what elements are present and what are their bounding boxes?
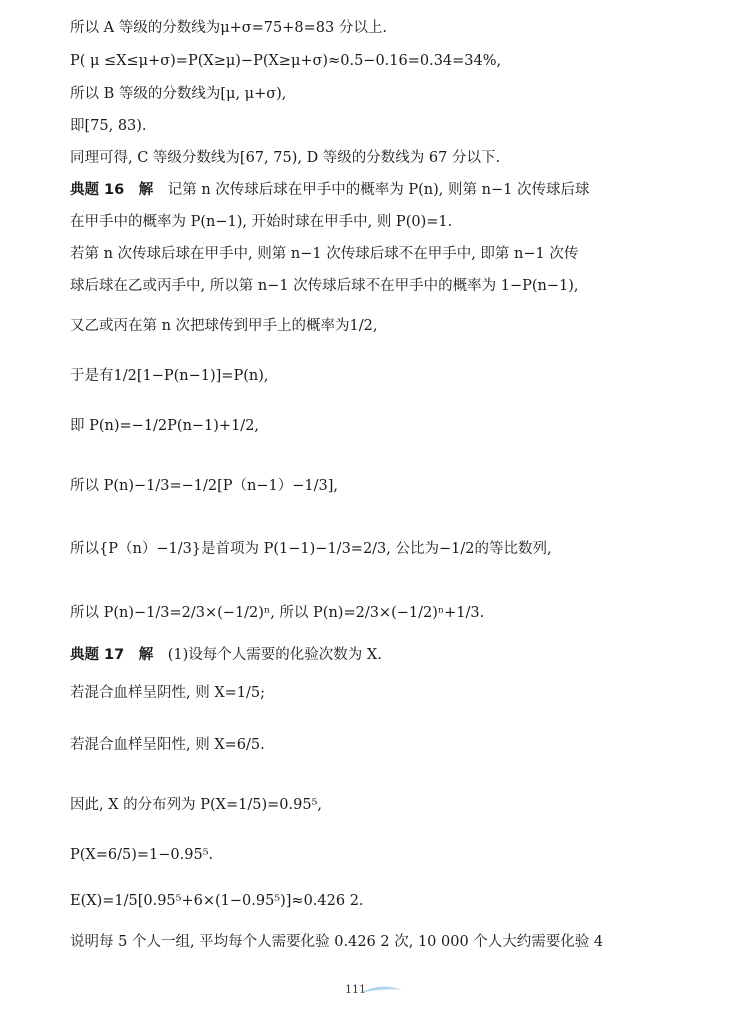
text-line: 所以 B 等级的分数线为[μ, μ+σ), <box>70 86 287 102</box>
heading-text: 记第 n 次传球后球在甲手中的概率为 P(n), 则第 n−1 次传球后球 <box>153 182 590 198</box>
formula-line: E(X)=1/5[0.95⁵+6×(1−0.95⁵)]≈0.426 2. <box>70 893 364 909</box>
formula-line: 因此, X 的分布列为 P(X=1/5)=0.95⁵, <box>70 797 322 813</box>
formula-line: 若混合血样呈阳性, 则 X=6/5. <box>70 737 265 753</box>
formula-line: 即 P(n)=−1/2P(n−1)+1/2, <box>70 418 260 434</box>
text-line: 同理可得, C 等级分数线为[67, 75), D 等级的分数线为 67 分以下. <box>70 150 501 166</box>
formula-line: 于是有1/2[1−P(n−1)]=P(n), <box>70 368 269 384</box>
page-number-swoosh-icon <box>360 984 402 996</box>
formula-line: 所以 P(n)−1/3=2/3×(−1/2)ⁿ, 所以 P(n)=2/3×(−1/2)ⁿ+1/3. <box>70 605 485 621</box>
formula-line: 若混合血样呈阴性, 则 X=1/5; <box>70 685 266 701</box>
text-line: 所以 A 等级的分数线为μ+σ=75+8=83 分以上. <box>70 20 387 36</box>
formula-line: 所以 P(n)−1/3=−1/2[P（n−1）−1/3], <box>70 478 339 494</box>
formula-line: P(X=6/5)=1−0.95⁵. <box>70 847 214 863</box>
formula-line: 所以{P（n）−1/3}是首项为 P(1−1)−1/3=2/3, 公比为−1/2的等比数列, <box>70 541 552 557</box>
formula-line: 又乙或丙在第 n 次把球传到甲手上的概率为1/2, <box>70 318 378 334</box>
text-line: 球后球在乙或丙手中, 所以第 n−1 次传球后球不在甲手中的概率为 1−P(n−1), <box>70 278 579 294</box>
text-line: 在甲手中的概率为 P(n−1), 开始时球在甲手中, 则 P(0)=1. <box>70 214 453 230</box>
page-number: 111 <box>345 983 366 996</box>
heading-line <box>70 180 670 200</box>
text-line: P( μ ≤X≤μ+σ)=P(X≥μ)−P(X≥μ+σ)≈0.5−0.16=0.34=34%, <box>70 53 502 69</box>
heading-label: 典题 17 解 <box>70 647 154 663</box>
text-line: 若第 n 次传球后球在甲手中, 则第 n−1 次传球后球不在甲手中, 即第 n−1 次传 <box>70 246 579 262</box>
text-line: 即[75, 83). <box>70 118 147 134</box>
text-line: 说明每 5 个人一组, 平均每个人需要化验 0.426 2 次, 10 000 个人大约需要化验 4 <box>70 934 604 950</box>
heading-text: (1)设每个人需要的化验次数为 X. <box>153 647 382 663</box>
heading-line <box>70 645 670 665</box>
heading-label: 典题 16 解 <box>70 182 154 198</box>
